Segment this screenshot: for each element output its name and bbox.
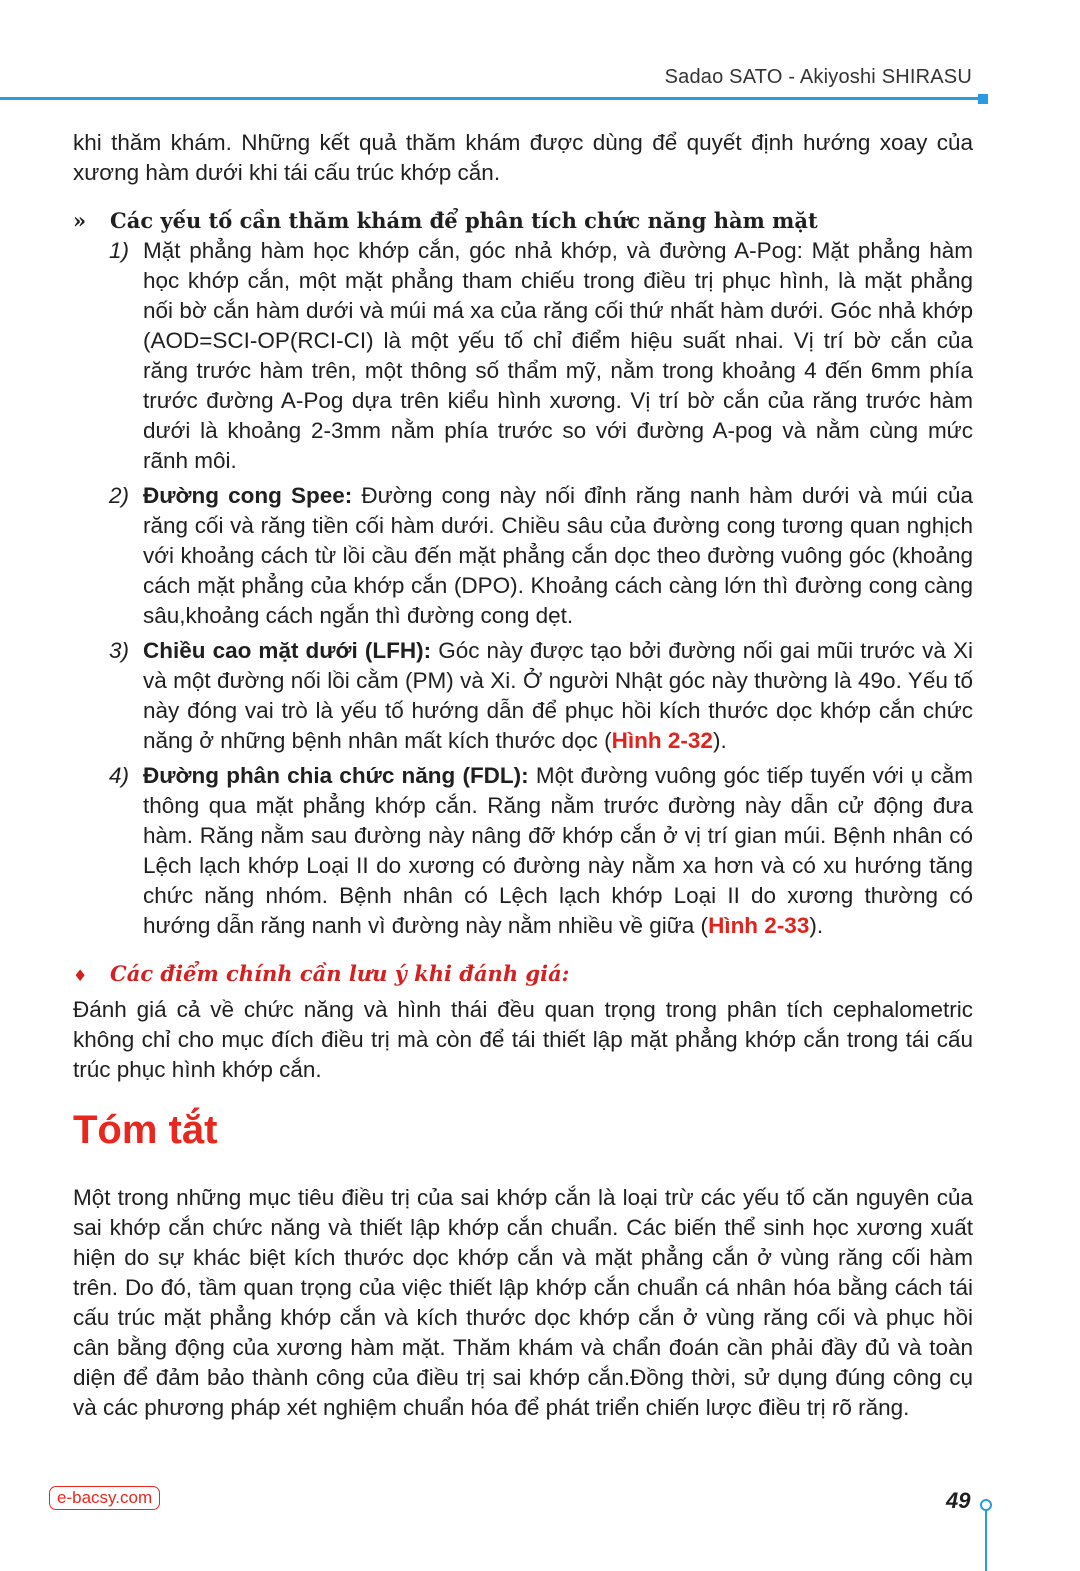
list-item: [73, 636, 973, 756]
item-term: Đường cong Spee:: [143, 483, 353, 508]
item-tail: ).: [809, 913, 824, 938]
item-number: 3): [109, 638, 130, 663]
item-term: Đường phân chia chức năng (FDL):: [143, 763, 529, 788]
footer-line: [985, 1509, 987, 1571]
summary-title: Tóm tắt: [73, 1108, 218, 1152]
list-item: [73, 761, 973, 941]
points-list: [73, 236, 973, 941]
diamond-bullet-icon: ♦: [73, 966, 88, 985]
section-heading: [73, 206, 973, 236]
section-heading-text: Các yếu tố cần thăm khám để phân tích chức năng hàm mặt: [110, 208, 818, 233]
header-author: Sadao SATO - Akiyoshi SHIRASU: [664, 66, 972, 88]
note-heading: [73, 959, 973, 991]
summary-paragraph: Một trong những mục tiêu điều trị của sai khớp cắn là loại trừ các yếu tố căn nguyên của sai khớp cắn chức năng và thiết lập khớp cắn chuẩn. Các biến thể sinh học xương xuất hiện do sự khác biệt kích thước dọc khớp cắn và mặt phẳng cắn ở vùng răng cối hàm trên. Do đó, tầm quan trọng của việc thiết lập khớp cắn chuẩn cá nhân hóa bằng cách tái cấu trúc mặt phẳng khớp cắn và kích thước dọc khớp cắn ở vùng răng cối và phục hồi cân bằng động của xương hàm mặt. Thăm khám và chẩn đoán cần phải đầy đủ và toàn diện để đảm bảo thành công của điều trị sai khớp cắn.Đồng thời, sử dụng đúng công cụ và các phương pháp xét nghiệm chuẩn hóa để phát triển chiến lược điều trị rõ răng.: [73, 1185, 973, 1420]
footer-circle-icon: [980, 1499, 992, 1511]
item-body: [143, 236, 973, 476]
chevron-bullet-icon: »: [73, 208, 87, 233]
intro-paragraph: khi thăm khám. Những kết quả thăm khám được dùng để quyết định hướng xoay của xương hàm dưới khi tái cấu trúc khớp cắn.: [73, 130, 973, 185]
item-number: 2): [109, 483, 130, 508]
note-heading-text: Các điểm chính cần lưu ý khi đánh giá:: [110, 961, 570, 986]
item-text: Đường cong này nối đỉnh răng nanh hàm dưới và múi của răng cối và răng tiền cối hàm dưới. Chiều sâu của đường cong tương quan nghịch với khoảng cách từ lồi cầu đến mặt phẳng cắn dọc theo đường vuông góc (khoảng cách mặt phẳng của khớp cắn (DPO). Khoảng cách càng lớn thì đường cong càng sâu,khoảng cách ngắn thì đường cong dẹt.: [143, 483, 973, 628]
list-item: [73, 481, 973, 631]
item-body: [143, 636, 973, 756]
item-term: Chiều cao mặt dưới (LFH):: [143, 638, 432, 663]
item-body: [143, 481, 973, 631]
note-paragraph: Đánh giá cả về chức năng và hình thái đều quan trọng trong phân tích cephalometric không chỉ cho mục đích điều trị mà còn để tái thiết lập mặt phẳng khớp cắn trong tái cấu trúc phục hình khớp cắn.: [73, 997, 973, 1082]
item-text: Góc này được tạo bởi đường nối gai mũi trước và Xi và một đường nối lồi cằm (PM) và Xi. Ở người Nhật góc này thường là 49o. Yếu tố này đóng vai trò là yếu tố hướng dẫn để phục hồi kích thước dọc khớp cắn chức năng ở những bệnh nhân mất kích thước dọc (: [143, 638, 973, 753]
item-body: [143, 761, 973, 941]
header-marker: [978, 94, 988, 104]
figure-ref-link[interactable]: Hình 2-32: [611, 728, 713, 753]
header-rule: [0, 97, 982, 100]
site-badge-link[interactable]: e-bacsy.com: [49, 1486, 160, 1510]
figure-ref-link[interactable]: Hình 2-33: [708, 913, 810, 938]
page-number: 49: [946, 1488, 971, 1513]
item-text: Mặt phẳng hàm học khớp cắn, góc nhả khớp, và đường A-Pog: Mặt phẳng hàm học khớp cắn, một mặt phẳng tham chiếu trong điều trị phục hình, là mặt phẳng nối bờ cắn hàm dưới và múi má xa của răng cối thứ nhất hàm dưới. Góc nhả khớp (AOD=SCI-OP(RCI-CI) là một yếu tố chỉ điểm hiệu suất nhai. Vị trí bờ cắn của răng trước hàm trên, một thông số thẩm mỹ, nằm trong khoảng 4 đến 6mm phía trước đường A-Pog dựa trên kiểu hình xương. Vị trí bờ cắn của răng trước hàm dưới là khoảng 2-3mm nằm phía trước so với đường A-pog và nằm cùng mức rãnh môi.: [143, 238, 973, 473]
item-text: Một đường vuông góc tiếp tuyến với ụ cằm thông qua mặt phẳng khớp cắn. Răng nằm trước đường này dẫn cử động đưa hàm. Răng nằm sau đường này nâng đỡ khớp cắn ở vị trí gian múi. Bệnh nhân có Lệch lạch khớp Loại II do xương có đường này nằm xa hơn và có xu hướng tăng chức năng nhóm. Bệnh nhân có Lệch lạch khớp Loại II do xương thường có hướng dẫn răng nanh vì đường này nằm nhiều về giữa (: [143, 763, 973, 938]
item-tail: ).: [712, 728, 727, 753]
item-number: 1): [109, 238, 130, 263]
item-number: 4): [109, 763, 130, 788]
page-content: [73, 128, 973, 1423]
list-item: [73, 236, 973, 476]
